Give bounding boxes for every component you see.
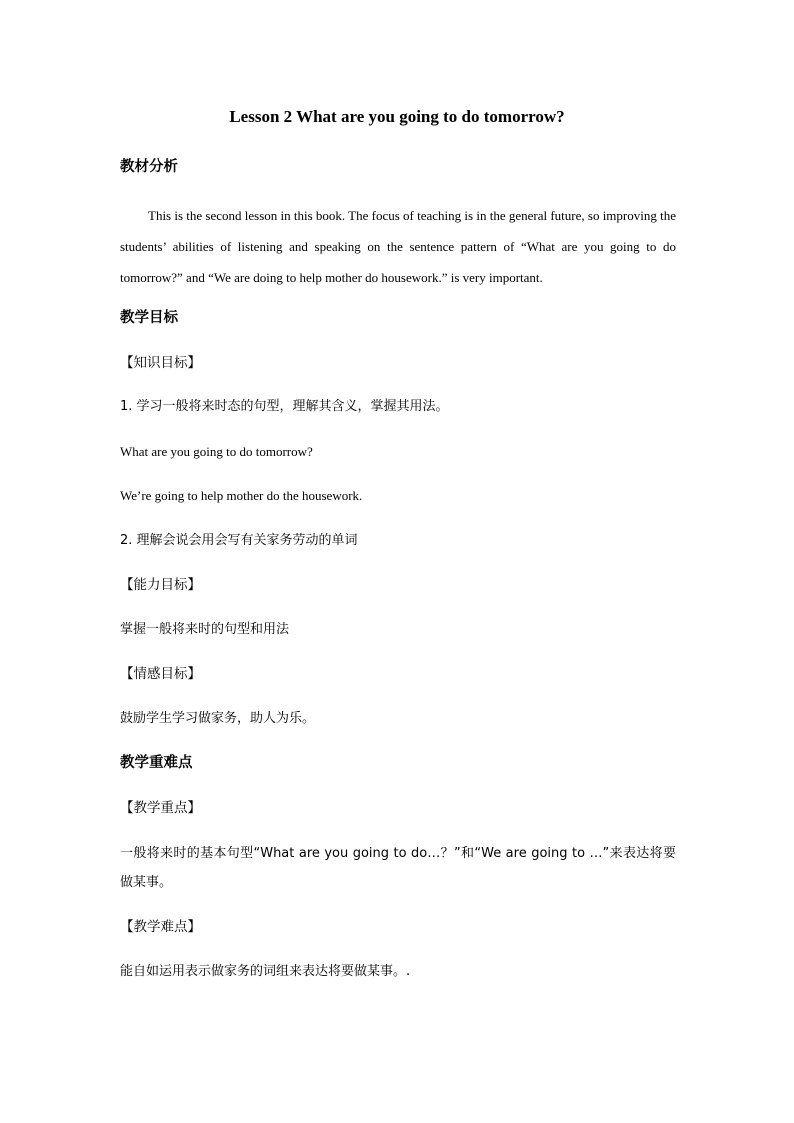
label-ability-objectives: 【能力目标】 [120,577,201,593]
label-teaching-difficult-point: 【教学难点】 [120,919,201,935]
analysis-paragraph: This is the second lesson in this book. The focus of teaching is in the general future, so improving the students’ abilities of listening and speaking on the sentence pattern of “What are you going to do tomorrow?” and “We are doing to help mother do housework.” is very important. [120,208,676,285]
ability-objective-text: 掌握一般将来时的句型和用法 [120,622,290,637]
heading-teaching-objectives: 教学目标 [120,310,178,326]
teaching-key-point-text: 一般将来时的基本句型“What are you going to do…？”和“We are going to …”来表达将要做某事。 [120,846,676,890]
label-emotion-objectives: 【情感目标】 [120,666,201,682]
heading-key-difficult-points: 教学重难点 [120,755,193,771]
emotion-objective-text: 鼓励学生学习做家务，助人为乐。 [120,711,316,726]
teaching-difficult-point-text: 能自如运用表示做家务的词组来表达将要做某事。. [120,964,411,979]
heading-textbook-analysis: 教材分析 [120,159,178,175]
label-teaching-key-point: 【教学重点】 [120,800,201,816]
example-sentence-question: What are you going to do tomorrow? [120,444,313,459]
document-title: Lesson 2 What are you going to do tomorrow? [229,107,565,126]
label-knowledge-objectives: 【知识目标】 [120,355,201,371]
knowledge-item-1: 1. 学习一般将来时态的句型，理解其含义，掌握其用法。 [120,399,449,414]
example-sentence-answer: We’re going to help mother do the housework. [120,488,363,503]
knowledge-item-2: 2. 理解会说会用会写有关家务劳动的单词 [120,533,358,548]
